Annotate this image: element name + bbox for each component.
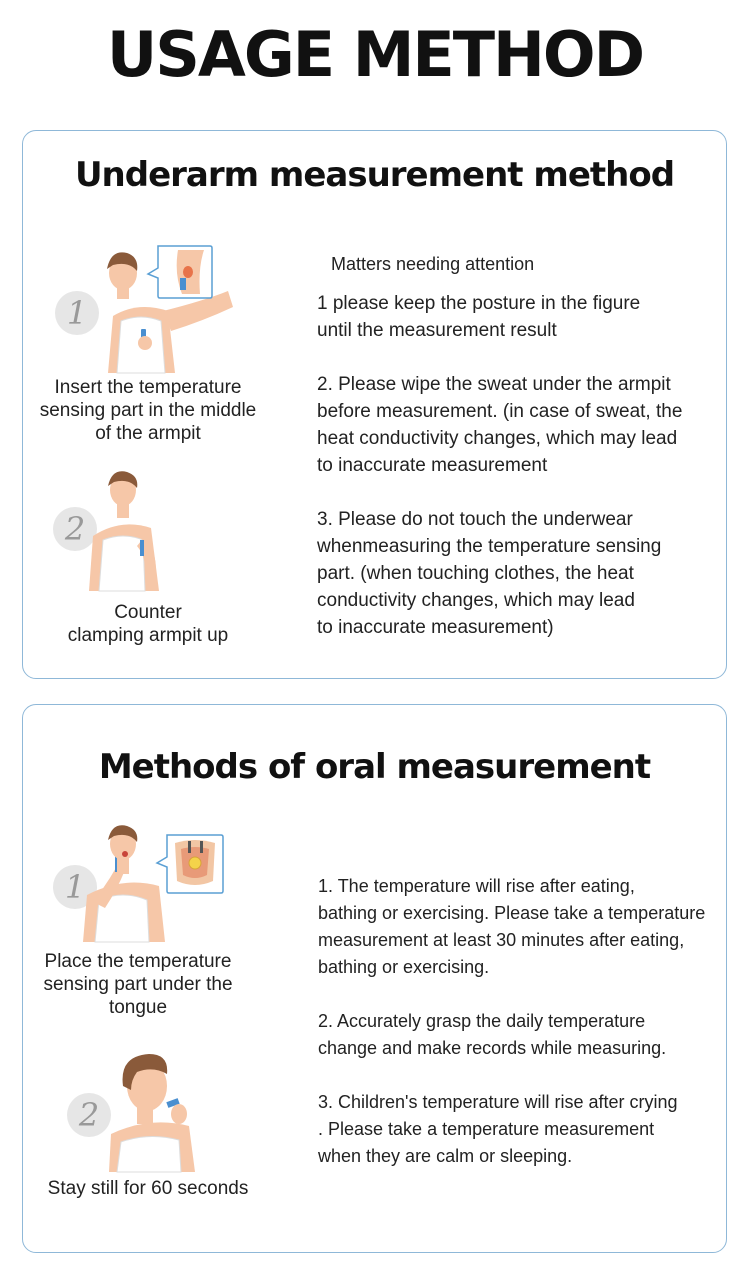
oral-step2-caption: Stay still for 60 seconds [47, 1178, 249, 1199]
underarm-step2-illustration [85, 466, 185, 591]
oral-note-1: 1. The temperature will rise after eating, bathing or exercising. Please take a temperature measurement at least 30 minutes after eating, bathing or exercising. [318, 876, 706, 977]
oral-panel-title: Methods of oral measurement [98, 747, 651, 787]
underarm-note-2: 2. Please wipe the sweat under the armpit before measurement. (in case of sweat, the heat conductivity changes, which may lead to inaccurate measurement [317, 374, 683, 476]
oral-step-number-2: 2 [67, 1093, 111, 1137]
underarm-notes [317, 251, 717, 668]
oral-note-3: 3. Children's temperature will rise after crying . Please take a temperature measurement when they are calm or sleeping. [318, 1092, 678, 1166]
underarm-panel [22, 130, 727, 679]
underarm-step2-caption: Counter clamping armpit up [67, 602, 229, 646]
underarm-step1-caption: Insert the temperature sensing part in the middle of the armpit [39, 377, 257, 444]
oral-step-number-1: 1 [53, 865, 97, 909]
mouth-callout-icon [157, 833, 225, 895]
attention-heading: Matters needing attention [331, 254, 535, 274]
oral-panel [22, 704, 727, 1253]
oral-note-2: 2. Accurately grasp the daily temperature change and make records while measuring. [318, 1011, 667, 1058]
underarm-note-1: 1 please keep the posture in the figure until the measurement result [317, 293, 641, 341]
armpit-callout-icon [148, 244, 214, 302]
oral-step1-caption: Place the temperature sensing part under the tongue [43, 951, 233, 1018]
underarm-note-3: 3. Please do not touch the underwear whenmeasuring the temperature sensing part. (when touching clothes, the heat conductivity changes, which may lead to inaccurate measurement) [317, 509, 662, 638]
oral-notes [318, 873, 723, 1197]
step-number-2: 2 [53, 507, 97, 551]
underarm-panel-title: Underarm measurement method [74, 155, 675, 195]
step-number-1: 1 [55, 291, 99, 335]
page-title: USAGE METHOD [106, 18, 644, 91]
oral-step2-illustration [109, 1050, 209, 1172]
